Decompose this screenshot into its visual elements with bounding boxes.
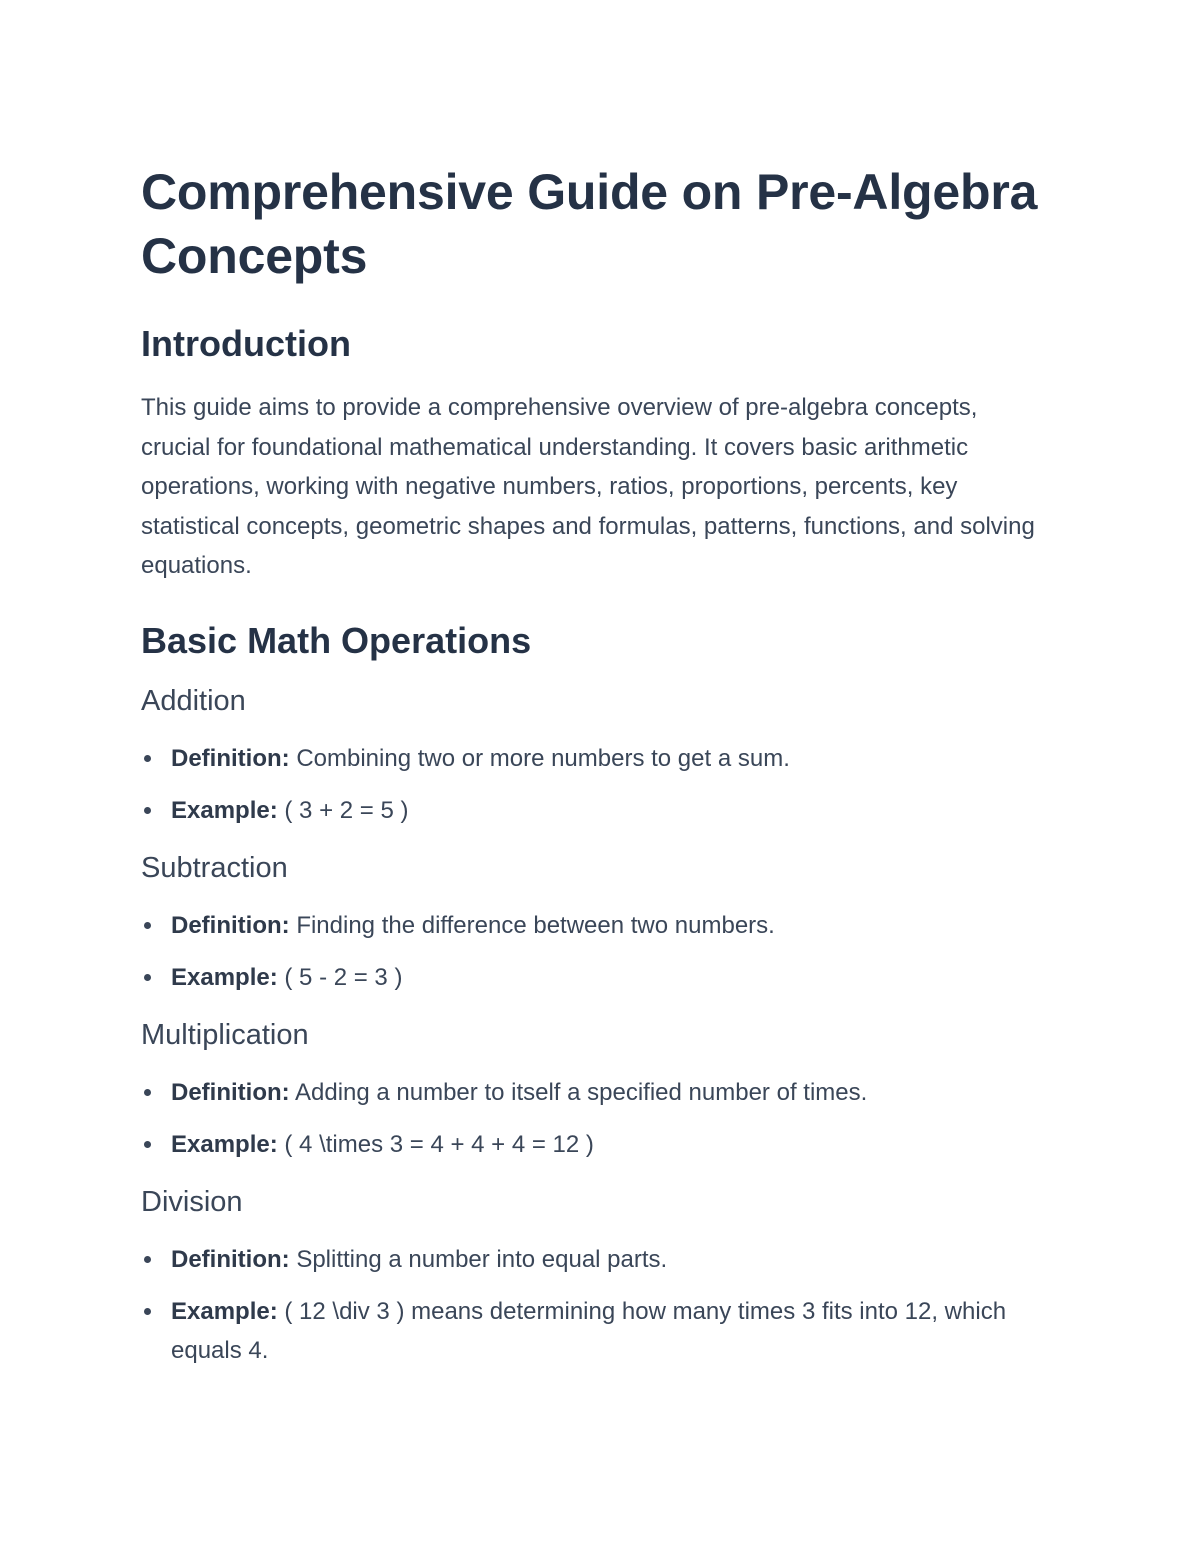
definition-text: Adding a number to itself a specified number of times. (294, 1078, 868, 1106)
introduction-heading: Introduction (141, 323, 351, 364)
bullet-dot (144, 1141, 151, 1148)
example-text: ( 4 \times 3 = 4 + 4 + 4 = 12 ) (284, 1130, 594, 1158)
division-list (141, 1240, 1051, 1370)
multiplication-heading: Multiplication (141, 1018, 309, 1051)
example-label: Example: (171, 1130, 278, 1158)
example-text: ( 3 + 2 = 5 ) (284, 796, 409, 824)
example-text: ( 5 - 2 = 3 ) (284, 963, 403, 991)
list-item (141, 791, 1051, 830)
document-page (141, 160, 1051, 1370)
list-item (141, 1240, 1051, 1279)
division-heading: Division (141, 1185, 243, 1218)
bullet-dot (144, 1308, 151, 1315)
definition-text: Finding the difference between two numbers. (296, 911, 775, 939)
division-section (141, 1184, 1051, 1370)
definition-label: Definition: (171, 911, 290, 939)
subtraction-list (141, 906, 1051, 997)
subtraction-section (141, 850, 1051, 997)
basic-math-heading: Basic Math Operations (141, 619, 532, 661)
bullet-dot (144, 922, 151, 929)
addition-heading: Addition (141, 684, 246, 717)
definition-text: Splitting a number into equal parts. (296, 1245, 668, 1273)
introduction-paragraph: This guide aims to provide a comprehensive overview of pre-algebra concepts, crucial for foundational mathematical understanding. It covers basic arithmetic operations, working with negative numbers, ratios, proportions, percents, key statistical concepts, geometric shapes and formulas, patterns, functions, and solving equations. (141, 394, 1035, 579)
list-item (141, 958, 1051, 997)
list-item (141, 1073, 1051, 1112)
definition-label: Definition: (171, 744, 290, 772)
bullet-dot (144, 1089, 151, 1096)
multiplication-list (141, 1073, 1051, 1164)
definition-label: Definition: (171, 1245, 290, 1273)
example-label: Example: (171, 963, 278, 991)
list-item (141, 739, 1051, 778)
subtraction-heading: Subtraction (141, 851, 288, 884)
addition-section (141, 683, 1051, 830)
bullet-dot (144, 974, 151, 981)
list-item (141, 1125, 1051, 1164)
definition-text: Combining two or more numbers to get a sum. (296, 744, 790, 772)
multiplication-section (141, 1017, 1051, 1164)
example-text: ( 12 \div 3 ) means determining how many times 3 fits into 12, which equals 4. (171, 1297, 1007, 1364)
example-label: Example: (171, 796, 278, 824)
bullet-dot (144, 1256, 151, 1263)
addition-list (141, 739, 1051, 830)
bullet-dot (144, 755, 151, 762)
example-label: Example: (171, 1297, 278, 1325)
bullet-dot (144, 807, 151, 814)
list-item (141, 906, 1051, 945)
document-title: Comprehensive Guide on Pre-Algebra Concepts (141, 164, 1038, 284)
list-item (141, 1292, 1051, 1370)
definition-label: Definition: (171, 1078, 290, 1106)
